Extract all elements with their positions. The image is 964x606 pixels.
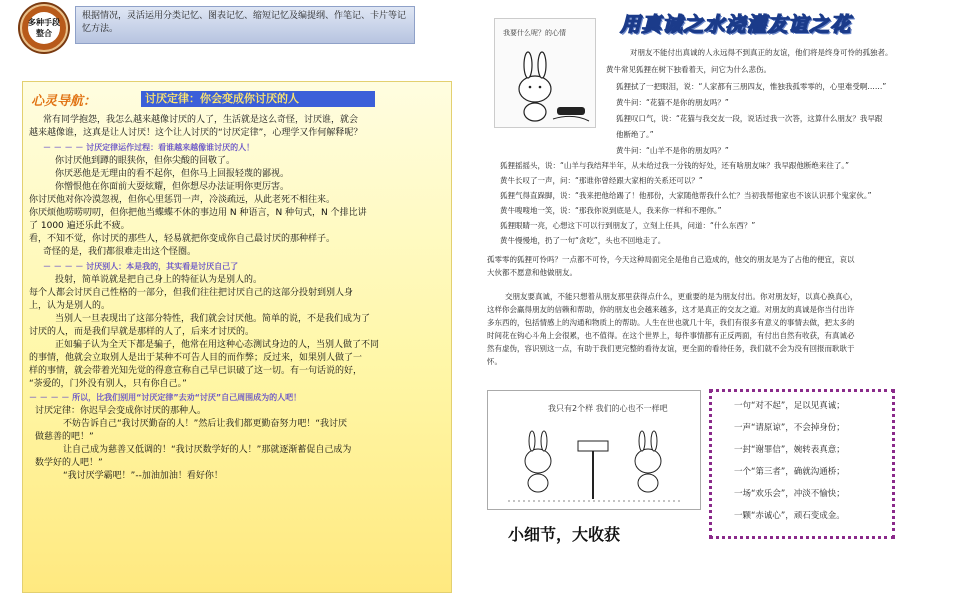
example-line: 了 1000 遍还乐此不疲。 bbox=[29, 221, 130, 231]
law-title: 讨厌定律：你会变成你讨厌的人 bbox=[141, 91, 375, 107]
dialogue-line: 狐狸气得直跺脚，说：“我来把他给踢了！他那份，大家随他帮我什么忙？当初我帮他家也不该认识那个鬼家伙。” bbox=[500, 191, 872, 200]
projection-line: 讨厌的人，而是我们早就是那样的人了，后来才讨厌的。 bbox=[29, 327, 255, 337]
dialogue-line: 狐狸眼睛一亮，心想这下可以行到朋友了，立刻上任具，问道：“什么东西？” bbox=[500, 221, 756, 230]
dialogue-line: 他断绝了。” bbox=[616, 130, 654, 139]
intro-line: 常有同学抱怨，我怎么越来越像讨厌的人了，生活就是这么奇怪，讨厌谁，就会 bbox=[43, 115, 359, 125]
poem-line: 一句“对不起”，足以见真诚； bbox=[734, 401, 845, 411]
poem-line: 一颗“赤诚心”，顽石变成金。 bbox=[734, 511, 845, 521]
dialogue-line: 狐狸拭了一把眼泪，说：“人家都有三朋四友，惟独我孤零零的，心里难受啊……” bbox=[616, 82, 887, 91]
sketch2-caption: 我只有2个样 我们的心也不一样吧 bbox=[548, 404, 668, 413]
sketch-bunny-icon bbox=[495, 19, 595, 127]
sketch1-caption: 我要什么呢？的心情 bbox=[503, 29, 566, 37]
advice-line: 然有虚伪，容识别这一点，有助于我们更完整的看待友谊，更全面的看待任务，我们就不会为没有回报而耿耿于 bbox=[487, 344, 855, 353]
projection-line: 样的事情，就会带着光知先觉的得意宣称自己早已识破了这一切。有一句话说的好， bbox=[29, 366, 363, 376]
reflection-line: 孤零零的狐狸可怜吗？一点都不可怜，今天这种局面完全是他自己造成的，他交的朋友是为了占他的便宜，哀以 bbox=[487, 255, 855, 264]
dialogue-line: 黄牛问：“山羊不是你的朋友吗？” bbox=[616, 146, 729, 155]
memory-tip: 根据情况，灵活运用分类记忆、图表记忆、缩短记忆及编提纲、作笔记、卡片等记忆方法。 bbox=[75, 6, 415, 44]
dialogue-line: 黄牛慢慢地，扔了一句“贪吃”，头也不回地走了。 bbox=[500, 236, 666, 245]
dialogue-line: 狐狸叹口气，说：“花猫与我交友一段，说话过我一次答，这算什么朋友？我早跟 bbox=[616, 114, 883, 123]
example-line: 看，不知不觉，你讨厌的那些人，轻易就把你变成你自己最讨厌的那种样子。 bbox=[29, 234, 336, 244]
example-line: 你憎恨他在你面前大耍炫耀，但你想尽办法证明你更厉害。 bbox=[55, 182, 290, 192]
dialogue-line: 黄牛问：“花猫不是你的朋友吗？” bbox=[616, 98, 729, 107]
conclusion-line: 不妨告诉自己“我讨厌勤奋的人！”然后让我们都更勤奋努力吧！“我讨厌 bbox=[63, 419, 347, 429]
advice-line: 这样你会赢得朋友的信赖和帮助，你的朋友也会越来越多，这才是真正的交友之道。对朋友的真诚是你当付出许 bbox=[487, 305, 855, 314]
advice-line: 时间花在钩心斗角上会很累，也不值得。在这个世界上，每件事情都有正反两面，有付出自然有收获，有真诚必 bbox=[487, 331, 855, 340]
story-line: 对朋友不能付出真诚的人永远得不到真正的友谊，他们将是终身可怜的孤独者。 bbox=[630, 48, 893, 57]
advice-line: 多东西的，包括情感上的沟通和物质上的帮助。人生在世也就几十年，我们有很多有意义的事情去做，把太多的 bbox=[487, 318, 855, 327]
reflection-line: 大伙都不愿意和他做朋友。 bbox=[487, 268, 577, 277]
conclusion-line: “我讨厌学霸吧！”--加油加油！看好你！ bbox=[63, 471, 223, 481]
intro-line: 越来越像谁，这真是让人讨厌！这个让人讨厌的“讨厌定律”，心理学又作何解释呢？ bbox=[29, 128, 363, 138]
conclusion-line: 让自己成为慈善又低调的！“我讨厌数学好的人！”那就逐渐蓄促自己成为 bbox=[63, 445, 352, 455]
conclusion-line: 做慈善的吧！” bbox=[35, 432, 94, 442]
right-title: 用真诚之水浇灌友谊之花 bbox=[620, 12, 851, 36]
projection-line: 每个人都会讨厌自己性格的一部分，但我们往往把讨厌自己的这部分投射到别人身 bbox=[29, 288, 354, 298]
projection-line: 上，认为是别人的。 bbox=[29, 301, 111, 311]
small-detail-title: 小细节，大收获 bbox=[508, 525, 621, 544]
section-heading: － － － － 讨厌定律运作过程：看谁越来越像谁讨厌的人！ bbox=[43, 143, 255, 152]
dialogue-line: 狐狸摇摇头，说：“山羊与我结拜半年，从未给过我一分钱的好处，还有啥朋友味？我早跟他断绝来往了。” bbox=[500, 161, 850, 170]
sketch2-bunnies-icon bbox=[488, 391, 700, 509]
example-line: 你厌恶他是无理由的看不起你，但你马上回报轻蔑的鄙视。 bbox=[55, 169, 290, 179]
advice-line: 怀。 bbox=[487, 357, 502, 366]
badge bbox=[20, 4, 68, 52]
conclusion-line: 数学好的人吧！” bbox=[35, 458, 103, 468]
poem-box bbox=[709, 389, 895, 539]
mind-label: 心灵导航： bbox=[31, 94, 97, 109]
projection-line: 投射，简单说就是把自己身上的特征认为是别人的。 bbox=[55, 275, 263, 285]
sketch2-illustration bbox=[487, 390, 701, 510]
poem-line: 一场“欢乐会”，冲淡不愉快； bbox=[734, 489, 845, 499]
dialogue-line: 黄牛嗖嗖地一笑，说：“那我你说到底是人，我来你一样和不理你。” bbox=[500, 206, 722, 215]
left-header bbox=[29, 88, 447, 110]
poem-line: 一声“请原谅”，不会掉身份； bbox=[734, 423, 845, 433]
advice-line: 交朋友要真诚，不能只想着从朋友那里获得点什么，更重要的是为朋友付出。你对朋友好，以真心换真心， bbox=[505, 292, 858, 301]
projection-line: 的事情，他就会立取别人是出于某种不可告人目的而作弊；反过来，如果别人做了一 bbox=[29, 353, 363, 363]
example-line: 奇怪的是，我们都很难走出这个怪圈。 bbox=[43, 247, 197, 257]
poem-line: 一封“谢罪信”，婉转表真意； bbox=[734, 445, 845, 455]
example-line: 你讨厌他到蹲的眼狭你，但你尖酸的回敬了。 bbox=[55, 156, 236, 166]
dialogue-line: 黄牛长叹了一声，问：“那谁你曾经跟大家相的关系还可以？” bbox=[500, 176, 703, 185]
section-heading: － － － － 所以，比我们别用“讨厌定律”去劝“讨厌”自己周围成为的人吧！ bbox=[29, 393, 302, 402]
poem-line: 一个“第三者”，确就沟通桥； bbox=[734, 467, 845, 477]
sketch-illustration bbox=[494, 18, 596, 128]
badge-text: 多种手段整合 bbox=[28, 12, 60, 44]
story-line: 黄牛常见狐狸在树下独看着天，问它为什么悲伤。 bbox=[606, 65, 771, 74]
projection-line: 当别人一旦表现出了这部分特性，我们就会讨厌他。简单的说，不是我们成为了 bbox=[55, 314, 371, 324]
conclusion-line: 讨厌定律：你迟早会变成你讨厌的那种人。 bbox=[35, 406, 207, 416]
projection-line: 正如骗子认为全天下都是骗子，他常在用这种心态测试身边的人，当别人做了不同 bbox=[55, 340, 380, 350]
left-panel bbox=[22, 81, 452, 593]
example-line: 你厌烦他唠唠叨叨，但你把他当蝶蝶不休的事边用 N 种语言，N 种句式，N 个排比讲 bbox=[29, 208, 367, 218]
section-heading: － － － － 讨厌别人：本是我的，其实看是讨厌自己了 bbox=[43, 262, 239, 271]
projection-line: “荼爱的，门外没有别人，只有你自己。” bbox=[29, 379, 187, 389]
example-line: 你讨厌他对你冷漠忽视，但你心里惩罚一声，冷淡疏远，从此老死不相往来。 bbox=[29, 195, 336, 205]
